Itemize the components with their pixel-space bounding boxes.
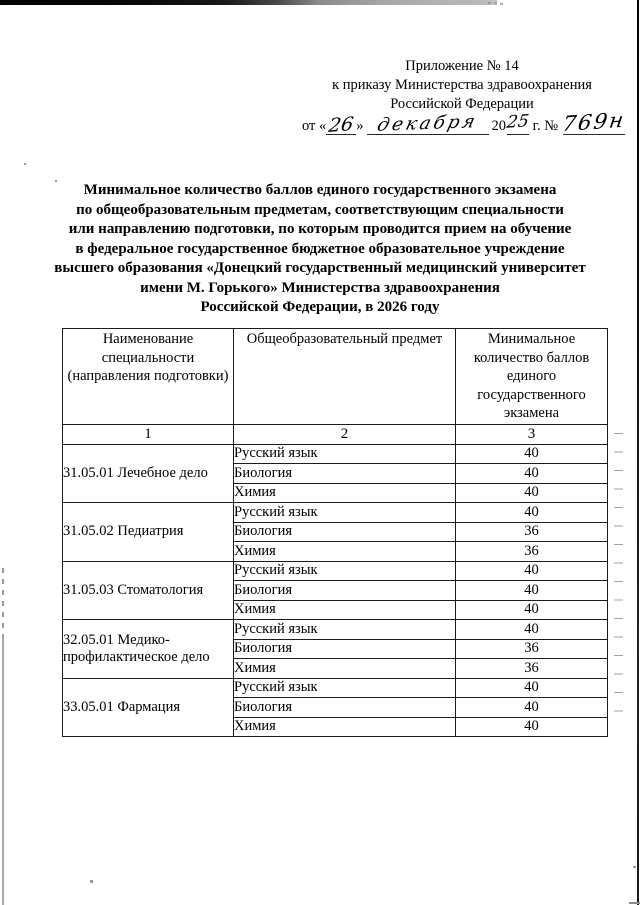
date-year-blank bbox=[505, 111, 531, 135]
scan-speck bbox=[24, 163, 26, 165]
header-specialty: Наименование специальности (направления подготовки) bbox=[63, 329, 234, 425]
table-row bbox=[63, 678, 608, 698]
date-month-blank bbox=[367, 111, 489, 136]
scan-speck bbox=[488, 2, 491, 4]
score-cell: 36 bbox=[456, 639, 608, 659]
score-cell: 40 bbox=[456, 464, 608, 484]
score-cell: 40 bbox=[456, 620, 608, 640]
score-cell: 36 bbox=[456, 659, 608, 679]
column-numbers-row bbox=[63, 424, 608, 444]
title-line: высшего образования «Донецкий государственный медицинский университет bbox=[54, 260, 586, 276]
title-line: Российской Федерации, в 2026 году bbox=[200, 299, 440, 315]
scan-right-edge-line bbox=[637, 0, 639, 905]
table-header-row bbox=[63, 329, 608, 425]
document-header bbox=[300, 57, 628, 137]
specialty-cell: 31.05.02 Педиатрия bbox=[63, 503, 234, 562]
score-cell: 40 bbox=[456, 698, 608, 718]
subject-cell: Химия bbox=[234, 600, 456, 620]
min-scores-table bbox=[62, 328, 608, 737]
handwritten-month: декабря bbox=[375, 111, 481, 136]
column-number: 1 bbox=[63, 424, 234, 444]
subject-cell: Русский язык bbox=[234, 503, 456, 523]
score-cell: 40 bbox=[456, 581, 608, 601]
order-date-line bbox=[300, 107, 628, 137]
scan-top-edge-bar bbox=[0, 0, 497, 5]
title-line: в федеральное государственное бюджетное образовательное учреждение bbox=[75, 240, 565, 257]
column-number: 3 bbox=[456, 424, 608, 444]
scan-speck bbox=[90, 880, 93, 883]
subject-cell: Биология bbox=[234, 581, 456, 601]
subject-cell: Русский язык bbox=[234, 444, 456, 464]
handwritten-order-number: 769н bbox=[561, 107, 628, 137]
column-number: 2 bbox=[234, 424, 456, 444]
subject-cell: Химия bbox=[234, 483, 456, 503]
handwritten-day: 26 bbox=[327, 113, 356, 137]
subject-cell: Химия bbox=[234, 659, 456, 679]
score-cell: 40 bbox=[456, 600, 608, 620]
table-row bbox=[63, 561, 608, 581]
specialty-cell: 31.05.01 Лечебное дело bbox=[63, 444, 234, 503]
date-prefix: от « bbox=[302, 118, 327, 134]
scan-left-edge-line bbox=[2, 636, 4, 905]
score-cell: 36 bbox=[456, 542, 608, 562]
date-year-suffix: г. № bbox=[532, 118, 559, 134]
order-reference-line: к приказу Министерства здравоохранения bbox=[332, 77, 592, 93]
title-line: или направлению подготовки, по которым проводится прием на обучение bbox=[68, 221, 572, 237]
appendix-number-line: Приложение № 14 bbox=[405, 58, 519, 74]
header-subject: Общеобразовательный предмет bbox=[234, 329, 456, 425]
date-day-blank bbox=[326, 113, 356, 137]
score-cell: 40 bbox=[456, 678, 608, 698]
scan-row-line-bleed bbox=[614, 433, 623, 713]
score-cell: 40 bbox=[456, 483, 608, 503]
subject-cell: Русский язык bbox=[234, 620, 456, 640]
document-title bbox=[0, 181, 640, 318]
title-line: Минимальное количество баллов единого государственного экзамена bbox=[83, 182, 557, 198]
title-line: имени М. Горького» Министерства здравоохранения bbox=[140, 279, 500, 296]
scan-speck bbox=[633, 866, 636, 868]
score-cell: 40 bbox=[456, 561, 608, 581]
specialty-cell: 33.05.01 Фармация bbox=[63, 678, 234, 737]
table-row bbox=[63, 620, 608, 640]
subject-cell: Биология bbox=[234, 698, 456, 718]
scan-left-edge-dashed-line bbox=[2, 568, 4, 636]
score-cell: 40 bbox=[456, 444, 608, 464]
handwritten-year: 25 bbox=[505, 111, 531, 133]
order-number-blank bbox=[561, 107, 628, 137]
score-cell: 36 bbox=[456, 522, 608, 542]
title-line: по общеобразовательным предметам, соответствующим специальности bbox=[76, 201, 564, 218]
subject-cell: Химия bbox=[234, 717, 456, 737]
subject-cell: Химия bbox=[234, 542, 456, 562]
specialty-cell: 31.05.03 Стоматология bbox=[63, 561, 234, 620]
date-year-printed: 20 bbox=[491, 118, 507, 134]
specialty-cell: 32.05.01 Медико-профилактическое дело bbox=[63, 620, 234, 679]
date-close-quote: » bbox=[356, 118, 364, 134]
subject-cell: Русский язык bbox=[234, 678, 456, 698]
subject-cell: Биология bbox=[234, 522, 456, 542]
table-row bbox=[63, 444, 608, 464]
subject-cell: Биология bbox=[234, 464, 456, 484]
subject-cell: Биология bbox=[234, 639, 456, 659]
federation-line: Российской Федерации bbox=[390, 96, 534, 112]
score-cell: 40 bbox=[456, 503, 608, 523]
header-min-score: Минимальное количество баллов единого государственного экзамена bbox=[456, 329, 608, 425]
score-cell: 40 bbox=[456, 717, 608, 737]
subject-cell: Русский язык bbox=[234, 561, 456, 581]
table-row bbox=[63, 503, 608, 523]
scan-speck bbox=[629, 902, 640, 904]
